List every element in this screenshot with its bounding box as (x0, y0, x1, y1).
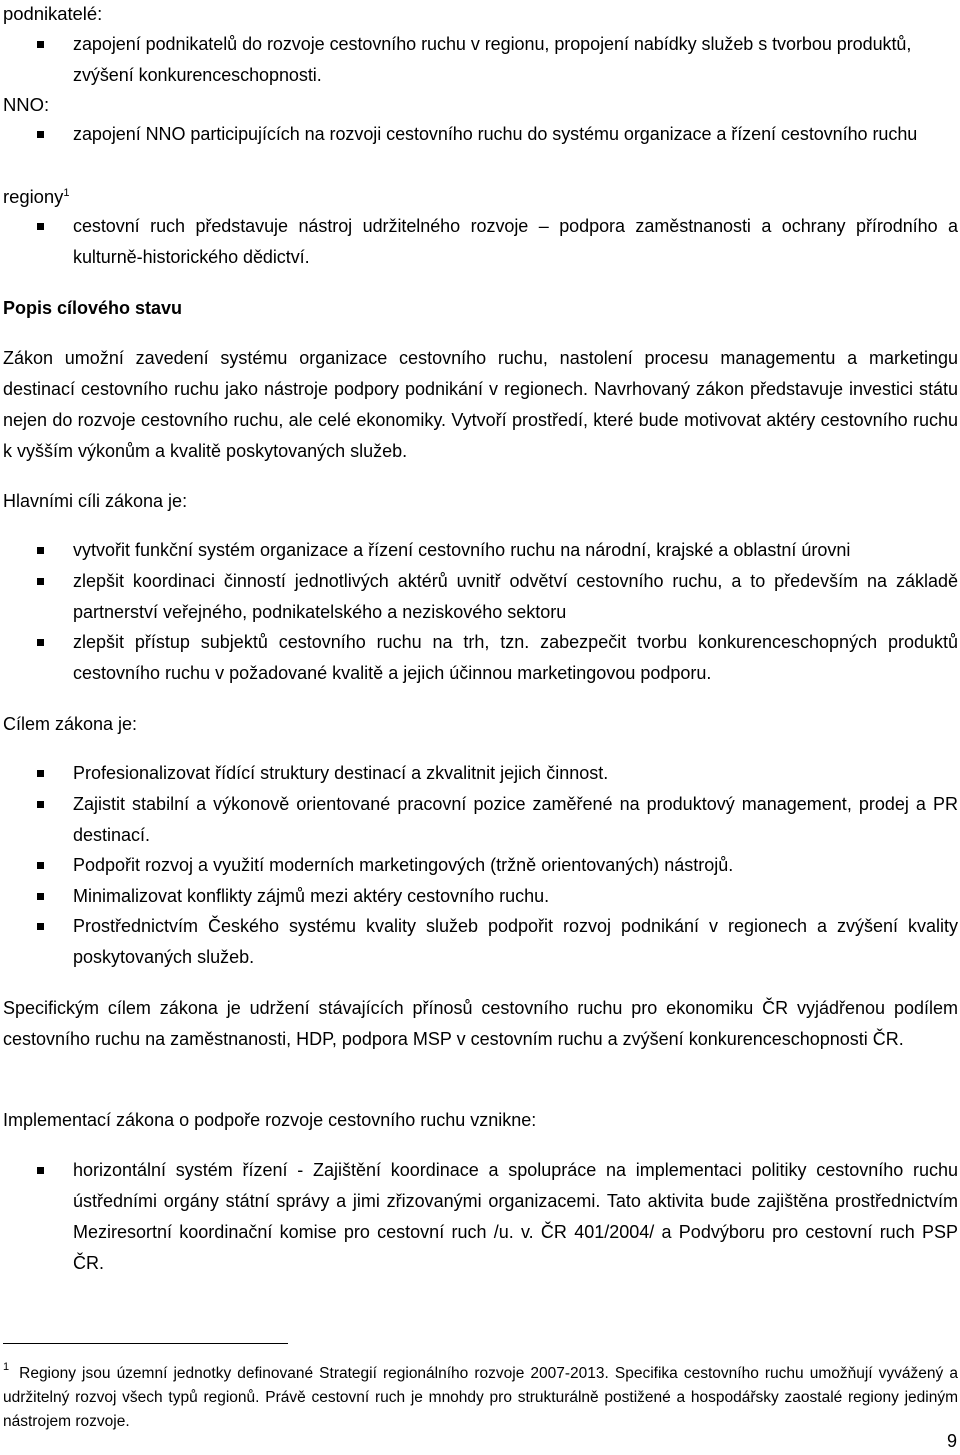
implementation-label: Implementací zákona o podpoře rozvoje cestovního ruchu vznikne: (3, 1110, 537, 1130)
list-item-text: Prostřednictvím Českého systému kvality služeb podpořit rozvoj podnikání v regionech a zvýšení kvality poskytovaných služeb. (73, 916, 958, 967)
square-bullet-icon (37, 1167, 44, 1174)
square-bullet-icon (37, 923, 44, 930)
square-bullet-icon (37, 770, 44, 777)
label-regiony-text: regiony (3, 186, 64, 207)
footnote-reference: 1 (63, 187, 70, 199)
square-bullet-icon (37, 639, 44, 646)
label-nno: NNO: (3, 94, 50, 115)
list-item-text: Profesionalizovat řídící struktury destinací a zkvalitnit jejich činnost. (73, 763, 609, 783)
specific-goal-paragraph: Specifickým cílem zákona je udržení stávajících přínosů cestovního ruchu pro ekonomiku ČR vyjádřenou podílem cestovního ruchu na zaměstnanosti, HDP, podpora MSP v cestovním ruchu a zvýšení konkurenceschopnosti ČR. (3, 998, 958, 1049)
square-bullet-icon (37, 547, 44, 554)
list-item-text: Minimalizovat konflikty zájmů mezi aktéry cestovního ruchu. (73, 886, 550, 906)
footnote-number: 1 (3, 1361, 10, 1373)
list-item-text: zapojení podnikatelů do rozvoje cestovního ruchu v regionu, propojení nabídky služeb s tvorbou produktů, zvýšení konkurenceschopnosti. (73, 34, 912, 85)
list-item-text: horizontální systém řízení - Zajištění koordinace a spolupráce na implementaci politiky cestovního ruchu ústředními orgány státní správy a jimi zřizovanými organizacemi. Tato aktivita bude zajištěna prostřednictvím Meziresortní koordinační komise pro cestovní ruch /u. v. ČR 401/2004/ a Podvýboru pro cestovní ruch PSP ČR. (73, 1160, 958, 1273)
list-item-text: zapojení NNO participujících na rozvoji cestovního ruchu do systému organizace a řízení cestovního ruchu (73, 124, 918, 144)
square-bullet-icon (37, 893, 44, 900)
square-bullet-icon (37, 862, 44, 869)
list-item-text: Zajistit stabilní a výkonově orientované pracovní pozice zaměřené na produktový management, prodej a PR destinací. (73, 794, 958, 845)
list-item-text: zlepšit přístup subjektů cestovního ruchu na trh, tzn. zabezpečit tvorbu konkurenceschopných produktů cestovního ruchu v požadované kvalitě a jejich účinnou marketingovou podporu. (73, 632, 958, 683)
square-bullet-icon (37, 131, 44, 138)
list-item-text: cestovní ruch představuje nástroj udržitelného rozvoje – podpora zaměstnanosti a ochrany přírodního a kulturně-historického dědictví. (73, 216, 958, 267)
footnote-separator (3, 1343, 288, 1344)
square-bullet-icon (37, 801, 44, 808)
square-bullet-icon (37, 223, 44, 230)
list-item-text: zlepšit koordinaci činností jednotlivých aktérů uvnitř odvětví cestovního ruchu, a to především na základě partnerství veřejného, podnikatelského a neziskového sektoru (73, 571, 958, 622)
list-item-text: vytvořit funkční systém organizace a řízení cestovního ruchu na národní, krajské a oblastní úrovni (73, 540, 851, 560)
footnote-text: Regiony jsou územní jednotky definované Strategií regionálního rozvoje 2007-2013. Specifika cestovního ruchu umožňují vyvážený a udržitelný rozvoj všech typů regionů. Právě cestovní ruch je mnohdy pro strukturálně postižené a hospodářsky zaostalé regiony jediným nástrojem rozvoje. (3, 1365, 958, 1430)
intro-paragraph: Zákon umožní zavedení systému organizace cestovního ruchu, nastolení procesu managementu a marketingu destinací cestovního ruchu jako nástroje podpory podnikání v regionech. Navrhovaný zákon představuje investici státu nejen do rozvoje cestovního ruchu, ale celé ekonomiky. Vytvoří prostředí, které bude motivovat aktéry cestovního ruchu k vyšším výkonům a kvalitě poskytovaných služeb. (3, 348, 958, 461)
square-bullet-icon (37, 578, 44, 585)
main-goals-label: Hlavními cíli zákona je: (3, 491, 188, 511)
list-item-text: Podpořit rozvoj a využití moderních marketingových (tržně orientovaných) nástrojů. (73, 855, 734, 875)
section-heading: Popis cílového stavu (3, 298, 183, 318)
label-podnikatele: podnikatelé: (3, 3, 103, 24)
page-number: 9 (946, 1431, 957, 1451)
footnote (3, 1362, 958, 1434)
label-regiony (3, 181, 958, 212)
aim-label: Cílem zákona je: (3, 714, 138, 734)
square-bullet-icon (37, 41, 44, 48)
